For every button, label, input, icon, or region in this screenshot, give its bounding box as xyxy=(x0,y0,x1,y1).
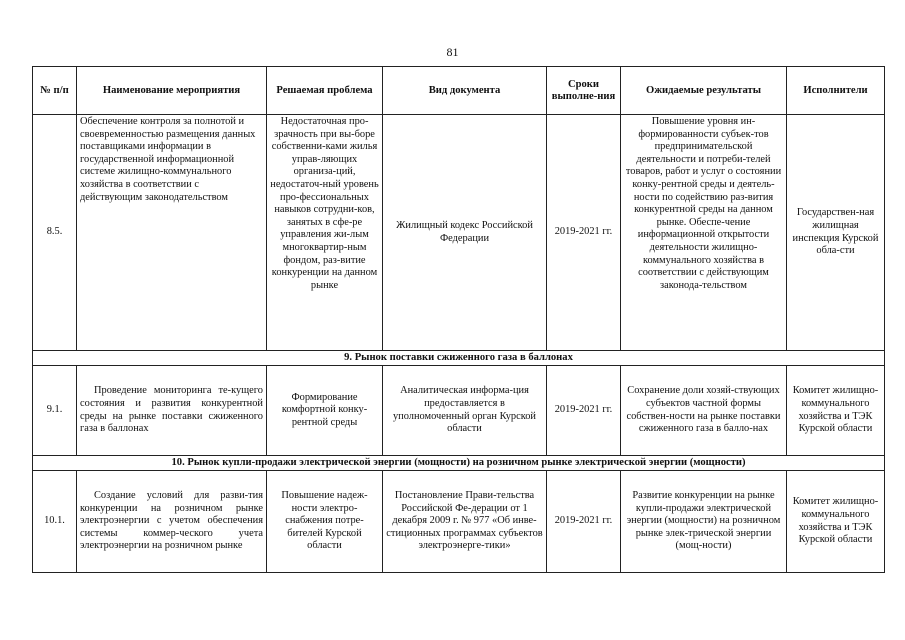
section-10-title: 10. Рынок купли-продажи электрической энергии (мощности) на розничном рынке электрической энергии (мощности) xyxy=(33,456,885,471)
section-heading xyxy=(33,351,885,366)
section-9-title: 9. Рынок поставки сжиженного газа в баллонах xyxy=(33,351,885,366)
row-results: Повышение уровня ин-формированности субъек-тов предпринимательской деятельности и потреби-телей товаров, работ и услуг о состоянии конку-рентной среды и деятель-ности по содействию раз-вития конкурентной среды на данном рынке. Обеспе-чение информационной открытости деятельности жилищно-коммунального хозяйства в соответствии с действующим законода-тельством xyxy=(621,115,787,351)
row-document: Постановление Прави-тельства Российской Фе-дерации от 1 декабря 2009 г. № 977 «Об инве-стиционных программах субъектов электроэнерге-тики» xyxy=(383,471,547,573)
row-document: Аналитическая информа-ция предоставляется в уполномоченный орган Курской области xyxy=(383,366,547,456)
section-heading xyxy=(33,456,885,471)
row-num: 9.1. xyxy=(33,366,77,456)
row-executor: Комитет жилищно-коммунального хозяйства и ТЭК Курской области xyxy=(787,366,885,456)
row-num: 10.1. xyxy=(33,471,77,573)
header-problem: Решаемая проблема xyxy=(267,67,383,115)
row-document: Жилищный кодекс Российской Федерации xyxy=(383,115,547,351)
row-problem: Формирование комфортной конку-рентной среды xyxy=(267,366,383,456)
row-results: Сохранение доли хозяй-ствующих субъектов частной формы собствен-ности на рынке поставки сжиженного газа в балло-нах xyxy=(621,366,787,456)
table-row xyxy=(33,366,885,456)
row-num: 8.5. xyxy=(33,115,77,351)
row-problem: Недостаточная про-зрачность при вы-боре собственни-ками жилья управ-ляющих организа-ций, недостаточ-ный уровень про-фессиональных навыков сотрудни-ков, занятых в сфе-ре управления жи-лым многоквартир-ным фондом, раз-витие конкуренции на данном рынке xyxy=(267,115,383,351)
header-num: № п/п xyxy=(33,67,77,115)
header-document: Вид документа xyxy=(383,67,547,115)
row-executor: Комитет жилищно-коммунального хозяйства и ТЭК Курской области xyxy=(787,471,885,573)
header-row xyxy=(33,67,885,115)
row-measure: Проведение мониторинга те-кущего состояния и развития конкурентной среды на рынке поставки сжиженного газа в баллонах xyxy=(77,366,267,456)
header-executor: Исполнители xyxy=(787,67,885,115)
header-results: Ожидаемые результаты xyxy=(621,67,787,115)
row-measure: Обеспечение контроля за полнотой и своевременностью размещения данных поставщиками информации в государственной информационной системе жилищно-коммунального хозяйства в соответствии с действующим законодательством xyxy=(77,115,267,351)
row-problem: Повышение надеж-ности электро-снабжения потре-бителей Курской области xyxy=(267,471,383,573)
row-term: 2019-2021 гг. xyxy=(547,366,621,456)
row-measure: Создание условий для разви-тия конкуренции на розничном рынке электроэнергии с учетом обеспечения системы коммер-ческого учета электроэнергии на розничном рынке xyxy=(77,471,267,573)
header-measure: Наименование мероприятия xyxy=(77,67,267,115)
row-term: 2019-2021 гг. xyxy=(547,471,621,573)
header-term: Сроки выполне-ния xyxy=(547,67,621,115)
row-executor: Государствен-ная жилищная инспекция Курской обла-сти xyxy=(787,115,885,351)
table-row xyxy=(33,115,885,351)
measures-table xyxy=(32,66,885,573)
page-number: 81 xyxy=(446,45,459,59)
row-term: 2019-2021 гг. xyxy=(547,115,621,351)
table-row xyxy=(33,471,885,573)
row-results: Развитие конкуренции на рынке купли-продажи электрической энергии (мощности) на розничном рынке элек-трической энергии (мощ-ности) xyxy=(621,471,787,573)
